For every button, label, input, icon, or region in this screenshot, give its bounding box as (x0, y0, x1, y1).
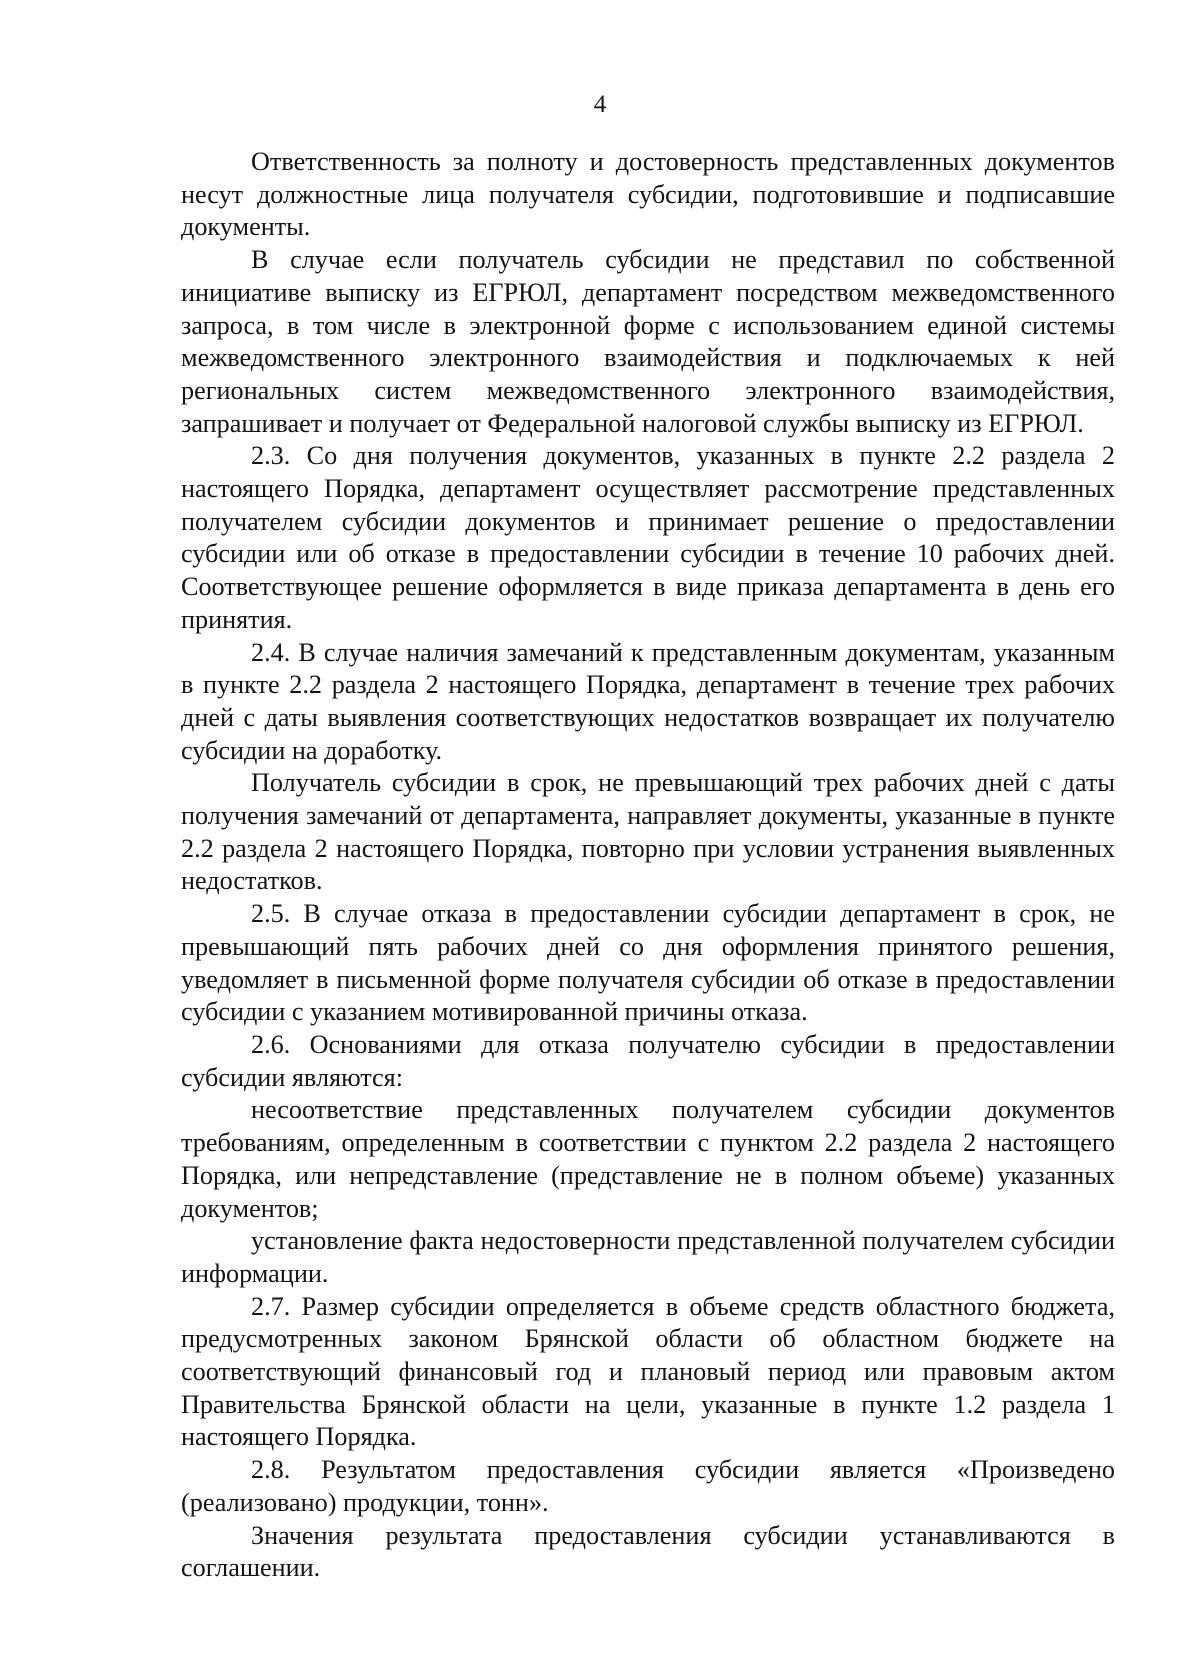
paragraph-2-6: 2.6. Основаниями для отказа получателю субсидии в предоставлении субсидии являются: (181, 1029, 1115, 1092)
page-number: 4 (593, 91, 607, 118)
paragraph-refusal-reason-2: установление факта недостоверности представленной получателем субсидии информации. (181, 1226, 1115, 1288)
paragraph-2-3: 2.3. Со дня получения документов, указанных в пункте 2.2 раздела 2 настоящего Порядка, департамент осуществляет рассмотрение представленных получателем субсидии документов и принимает решение о предоставлении субсидии или об отказе в предоставлении субсидии в течение 10 рабочих дней. Соответствующее решение оформляется в виде приказа департамента в день его принятия. (181, 441, 1115, 634)
paragraph-2-5: 2.5. В случае отказа в предоставлении субсидии департамент в срок, не превышающий пять рабочих дней со дня оформления принятого решения, уведомляет в письменной форме получателя субсидии об отказе в предоставлении субсидии с указанием мотивированной причины отказа. (181, 899, 1115, 1027)
paragraph-egrul-request: В случае если получатель субсидии не представил по собственной инициативе выписку из ЕГРЮЛ, департамент посредством межведомственного запроса, в том числе в электронной форме с использованием единой системы межведомственного электронного взаимодействия и подключаемых к ней региональных систем межведомственного электронного взаимодействия, запрашивает и получает от Федеральной налоговой службы выписку из ЕГРЮЛ. (181, 245, 1115, 438)
document-body (181, 146, 1115, 1585)
paragraph-2-7: 2.7. Размер субсидии определяется в объеме средств областного бюджета, предусмотренных законом Брянской области об областном бюджете на соответствующий финансовый год и плановый период или правовым актом Правительства Брянской области на цели, указанные в пункте 1.2 раздела 1 настоящего Порядка. (181, 1291, 1115, 1452)
paragraph-resubmission: Получатель субсидии в срок, не превышающий трех рабочих дней с даты получения замечаний от департамента, направляет документы, указанные в пункте 2.2 раздела 2 настоящего Порядка, повторно при условии устранения выявленных недостатков. (181, 768, 1115, 896)
paragraph-2-8: 2.8. Результатом предоставления субсидии является «Произведено (реализовано) продукции, тонн». (181, 1455, 1115, 1517)
paragraph-responsibility: Ответственность за полноту и достоверность представленных документов несут должностные лица получателя субсидии, подготовившие и подписавшие документы. (181, 147, 1115, 242)
paragraph-2-4: 2.4. В случае наличия замечаний к представленным документам, указанным в пункте 2.2 раздела 2 настоящего Порядка, департамент в течение трех рабочих дней с даты выявления соответствующих недостатков возвращает их получателю субсидии на доработку. (181, 637, 1115, 765)
paragraph-result-values: Значения результата предоставления субсидии устанавливаются в соглашении. (181, 1520, 1115, 1583)
paragraph-refusal-reason-1: несоответствие представленных получателем субсидии документов требованиям, определенным в соответствии с пунктом 2.2 раздела 2 настоящего Порядка, или непредставление (представление не в полном объеме) указанных документов; (181, 1095, 1115, 1223)
